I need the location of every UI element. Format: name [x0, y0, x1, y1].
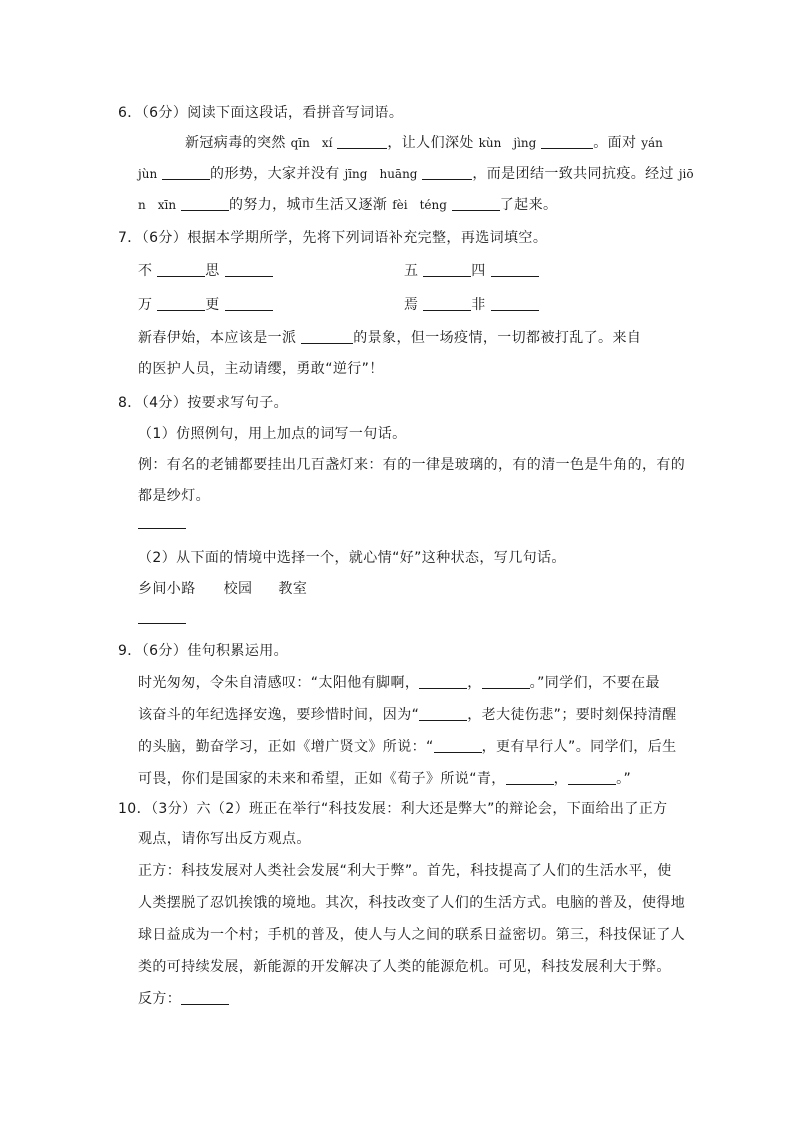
q10-pro-line4: 类的可持续发展，新能源的开发解决了人类的能源危机。可见，科技发展利大于弊。 — [138, 959, 671, 975]
q9-text: 可畏，你们是国家的未来和希望，正如《荀子》所说“青， — [138, 771, 506, 787]
q6-text: 的形势，大家并没有 — [210, 166, 345, 182]
q7-header: 7．（6分）根据本学期所学，先将下列词语补充完整，再选词填空。 — [118, 230, 548, 246]
answer-blank[interactable] — [452, 196, 500, 211]
answer-blank[interactable] — [482, 674, 530, 689]
q9-text: ， — [467, 675, 482, 691]
q8-answer-line1 — [138, 514, 186, 532]
q8-answer-line2 — [138, 609, 186, 627]
option-country-road: 乡间小路 — [138, 581, 196, 597]
option-classroom: 教室 — [278, 581, 308, 597]
idiom-3 — [138, 296, 273, 314]
answer-blank[interactable] — [337, 134, 387, 149]
answer-blank[interactable] — [157, 262, 205, 277]
q10-pro-line3: 球日益成为一个村；手机的普及，使人与人之间的联系日益密切。第三，科技保证了人 — [138, 927, 686, 943]
q9-text: 时光匆匆，令朱自清感叹：“太阳他有脚啊， — [138, 675, 420, 691]
answer-blank[interactable] — [181, 196, 229, 211]
q9-text: ， — [553, 771, 569, 787]
option-campus: 校园 — [223, 581, 253, 597]
q6-text: 了起来。 — [499, 197, 558, 213]
q10-header-cont: 观点，请你写出反方观点。 — [138, 831, 311, 847]
idiom-char: 非 — [471, 297, 486, 313]
q9-line2 — [138, 706, 677, 724]
answer-blank[interactable] — [434, 738, 482, 753]
q9-text: ，更有早行人”。同学们，后生 — [481, 739, 677, 755]
q9-text: 。”同学们，不要在最 — [529, 675, 660, 691]
idiom-char: 五 — [404, 263, 419, 279]
answer-blank[interactable] — [419, 674, 467, 689]
answer-blank[interactable] — [422, 165, 472, 180]
q9-line4 — [138, 770, 631, 788]
idiom-char: 不 — [138, 263, 153, 279]
q10-pro-line2: 人类摆脱了忍饥挨饿的境地。其次，科技改变了人们的生活方式。电脑的普及，使得地 — [138, 895, 686, 911]
q6-text: ，而是团结一致共同抗疫。经过 — [472, 166, 679, 182]
answer-blank[interactable] — [162, 165, 210, 180]
q9-text: 该奋斗的年纪选择安逸，要珍惜时间，因为“ — [138, 707, 420, 723]
idiom-char: 焉 — [404, 297, 419, 313]
pinyin-qinxi: qīn xí — [290, 136, 333, 150]
pinyin-kunjing: kùn jìng — [478, 136, 537, 150]
answer-blank[interactable] — [225, 296, 273, 311]
answer-blank[interactable] — [157, 296, 205, 311]
answer-blank[interactable] — [568, 770, 616, 785]
q8-sub2: （2）从下面的情境中选择一个，就心情“好”这种状态，写几句话。 — [138, 550, 566, 566]
q9-header: 9．（6分）佳句积累运用。 — [118, 643, 289, 659]
q8-example-line1: 例：有名的老铺都要挂出几百盏灯来：有的一律是玻璃的，有的清一色是牛角的，有的 — [138, 457, 686, 473]
pinyin-feiteng: fèi téng — [392, 198, 447, 212]
pinyin-jinghuang: jīng huāng — [344, 167, 418, 181]
idiom-char: 四 — [471, 263, 486, 279]
q7-text: 新春伊始，本应该是一派 — [138, 330, 302, 346]
answer-blank[interactable] — [138, 514, 186, 529]
q9-text: ，老大徒伤悲”；要时刻保持清醒 — [467, 707, 677, 723]
pinyin-jiongxin-cont: n xīn — [138, 198, 177, 212]
q7-paragraph-line1 — [138, 329, 641, 347]
con-label: 反方： — [138, 991, 182, 1007]
q8-header: 8．（4分）按要求写句子。 — [118, 395, 289, 411]
q6-line3 — [138, 196, 557, 214]
pinyin-yanjun-cont: jùn — [138, 167, 158, 181]
q6-text: ，让人们深处 — [387, 135, 479, 151]
q6-header: 6．（6分）阅读下面这段话，看拼音写词语。 — [118, 105, 404, 121]
q8-options — [138, 580, 307, 598]
q10-pro-line1: 正方：科技发展对人类社会发展“利大于弊”。首先，科技提高了人们的生活水平，使 — [138, 863, 672, 879]
answer-blank[interactable] — [423, 262, 471, 277]
idiom-char: 万 — [138, 297, 153, 313]
answer-blank[interactable] — [225, 262, 273, 277]
pinyin-jiongxin: jiō — [678, 167, 694, 181]
q7-paragraph-line2: 的医护人员，主动请缨，勇敢“逆行”！ — [138, 361, 384, 377]
q9-line1 — [138, 674, 660, 692]
answer-blank[interactable] — [301, 329, 353, 344]
q7-text: 的景象，但一场疫情，一切都被打乱了。来自 — [353, 330, 642, 346]
answer-blank[interactable] — [506, 770, 554, 785]
q6-text: 。面对 — [593, 135, 642, 151]
answer-blank[interactable] — [423, 296, 471, 311]
q9-line3 — [138, 738, 677, 756]
q6-line2 — [138, 165, 694, 183]
q8-sub1: （1）仿照例句，用上加点的词写一句话。 — [138, 426, 407, 442]
answer-blank[interactable] — [138, 609, 186, 624]
answer-blank[interactable] — [541, 134, 593, 149]
idiom-4 — [404, 296, 539, 314]
q6-text: 的努力，城市生活又逐渐 — [228, 197, 393, 213]
answer-blank[interactable] — [181, 990, 229, 1005]
idiom-1 — [138, 262, 273, 280]
idiom-char: 更 — [205, 297, 220, 313]
idiom-2 — [404, 262, 539, 280]
q9-text: 。” — [616, 771, 632, 787]
answer-blank[interactable] — [491, 262, 539, 277]
answer-blank[interactable] — [419, 706, 467, 721]
q6-line1 — [185, 134, 663, 152]
q8-example-line2: 都是纱灯。 — [138, 488, 210, 504]
q9-text: 的头脑，勤奋学习，正如《增广贤文》所说：“ — [138, 739, 434, 755]
answer-blank[interactable] — [491, 296, 539, 311]
pinyin-yanjun: yán — [641, 136, 663, 150]
q10-con-line — [138, 990, 229, 1008]
idiom-char: 思 — [205, 263, 220, 279]
q6-text: 新冠病毒的突然 — [185, 135, 291, 151]
q10-header: 10．（3分）六（2）班正在举行“科技发展：利大还是弊大”的辩论会，下面给出了正方 — [118, 801, 668, 817]
